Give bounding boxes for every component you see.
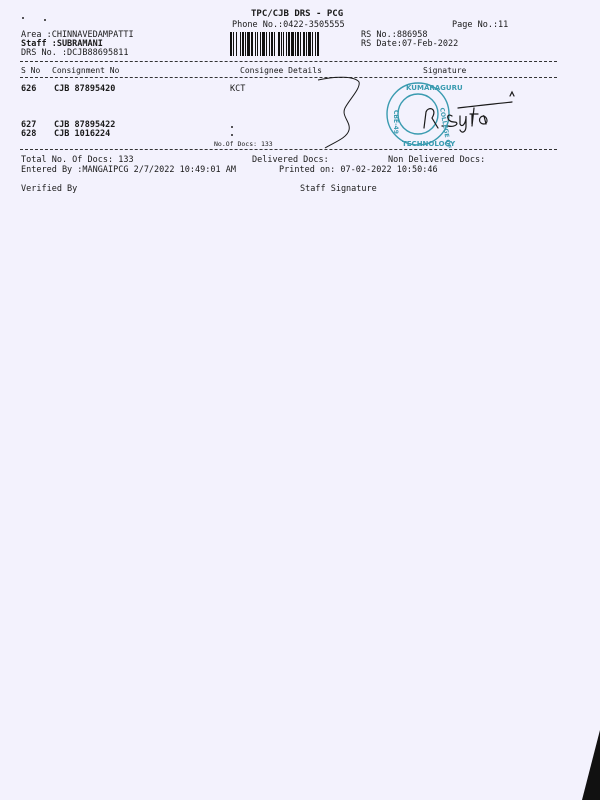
svg-text:TECHNOLOGY: TECHNOLOGY: [402, 140, 456, 148]
print-speck: [231, 126, 233, 128]
barcode-bar: [262, 32, 265, 56]
row-consignment-no: CJB 1016224: [54, 129, 111, 139]
barcode-bar: [306, 32, 307, 56]
barcode-bar: [281, 32, 282, 56]
barcode-bar: [317, 32, 319, 56]
barcode-bar: [308, 32, 311, 56]
row-sno: 627: [21, 120, 37, 130]
entered-by: Entered By :MANGAIPCG 2/7/2022 10:49:01 AM: [21, 165, 236, 175]
svg-text:CBE-49: CBE-49: [392, 110, 399, 134]
barcode-bar: [286, 32, 287, 56]
barcode-bar: [236, 32, 237, 56]
total-docs: Total No. Of Docs: 133: [21, 155, 134, 165]
verified-by: Verified By: [21, 184, 78, 194]
print-speck: [44, 19, 46, 21]
col-header-consignment: Consignment No: [52, 66, 120, 75]
barcode-bar: [247, 32, 250, 56]
non-delivered-docs: Non Delivered Docs:: [388, 155, 486, 165]
page-number: Page No.:11: [452, 20, 509, 30]
barcode-bar: [240, 32, 241, 56]
svg-text:KUMARAGURU: KUMARAGURU: [406, 84, 463, 92]
row-consignee: KCT: [230, 84, 246, 94]
barcode-bar: [233, 32, 234, 56]
barcode-bar: [291, 32, 294, 56]
col-header-consignee: Consignee Details: [240, 66, 322, 75]
delivered-docs: Delivered Docs:: [252, 155, 329, 165]
barcode-bar: [274, 32, 275, 56]
area: Area :CHINNAVEDAMPATTI: [21, 30, 134, 40]
barcode-bar: [230, 32, 232, 56]
col-header-sno: S No: [21, 66, 41, 75]
barcode-bar: [245, 32, 246, 56]
barcode-bar: [278, 32, 280, 56]
barcode-bar: [242, 32, 244, 56]
barcode-bar: [297, 32, 299, 56]
staff-signature: Staff Signature: [300, 184, 377, 194]
barcode-bar: [288, 32, 290, 56]
divider: [20, 61, 557, 62]
barcode-bar: [257, 32, 258, 56]
row-sno: 628: [21, 129, 37, 139]
barcode-bar: [260, 32, 261, 56]
row-consignment-no: CJB 87895422: [54, 120, 116, 130]
printed-on: Printed on: 07-02-2022 10:50:46: [279, 165, 438, 175]
barcode-bar: [295, 32, 296, 56]
svg-text:COLLEGE OF: COLLEGE OF: [438, 107, 453, 150]
report-title: TPC/CJB DRS - PCG: [251, 9, 344, 19]
handwritten-stroke: [315, 74, 365, 154]
barcode-bar: [255, 32, 256, 56]
barcode-bar: [283, 32, 284, 56]
barcode-bar: [266, 32, 267, 56]
col-header-signature: Signature: [423, 66, 467, 75]
rs-date: RS Date:07-Feb-2022: [361, 39, 459, 49]
barcode-bar: [269, 32, 270, 56]
staff-name: Staff :SUBRAMANI: [21, 39, 103, 49]
barcode: [230, 32, 346, 56]
phone-number: Phone No.:0422-3505555: [232, 20, 345, 30]
no-of-docs-label: No.Of Docs: 133: [214, 140, 273, 148]
row-consignment-no: CJB 87895420: [54, 84, 116, 94]
rs-number: RS No.:886958: [361, 30, 428, 40]
scan-edge-shadow: [582, 730, 600, 800]
divider: [20, 149, 557, 150]
print-speck: [231, 134, 233, 136]
institution-stamp: [384, 76, 524, 152]
row-sno: 626: [21, 84, 37, 94]
barcode-bar: [315, 32, 316, 56]
barcode-bar: [300, 32, 301, 56]
barcode-bar: [303, 32, 305, 56]
barcode-bar: [312, 32, 313, 56]
print-speck: [22, 17, 24, 19]
barcode-bar: [271, 32, 273, 56]
barcode-bar: [251, 32, 253, 56]
drs-number: DRS No. :DCJB88695811: [21, 48, 129, 58]
